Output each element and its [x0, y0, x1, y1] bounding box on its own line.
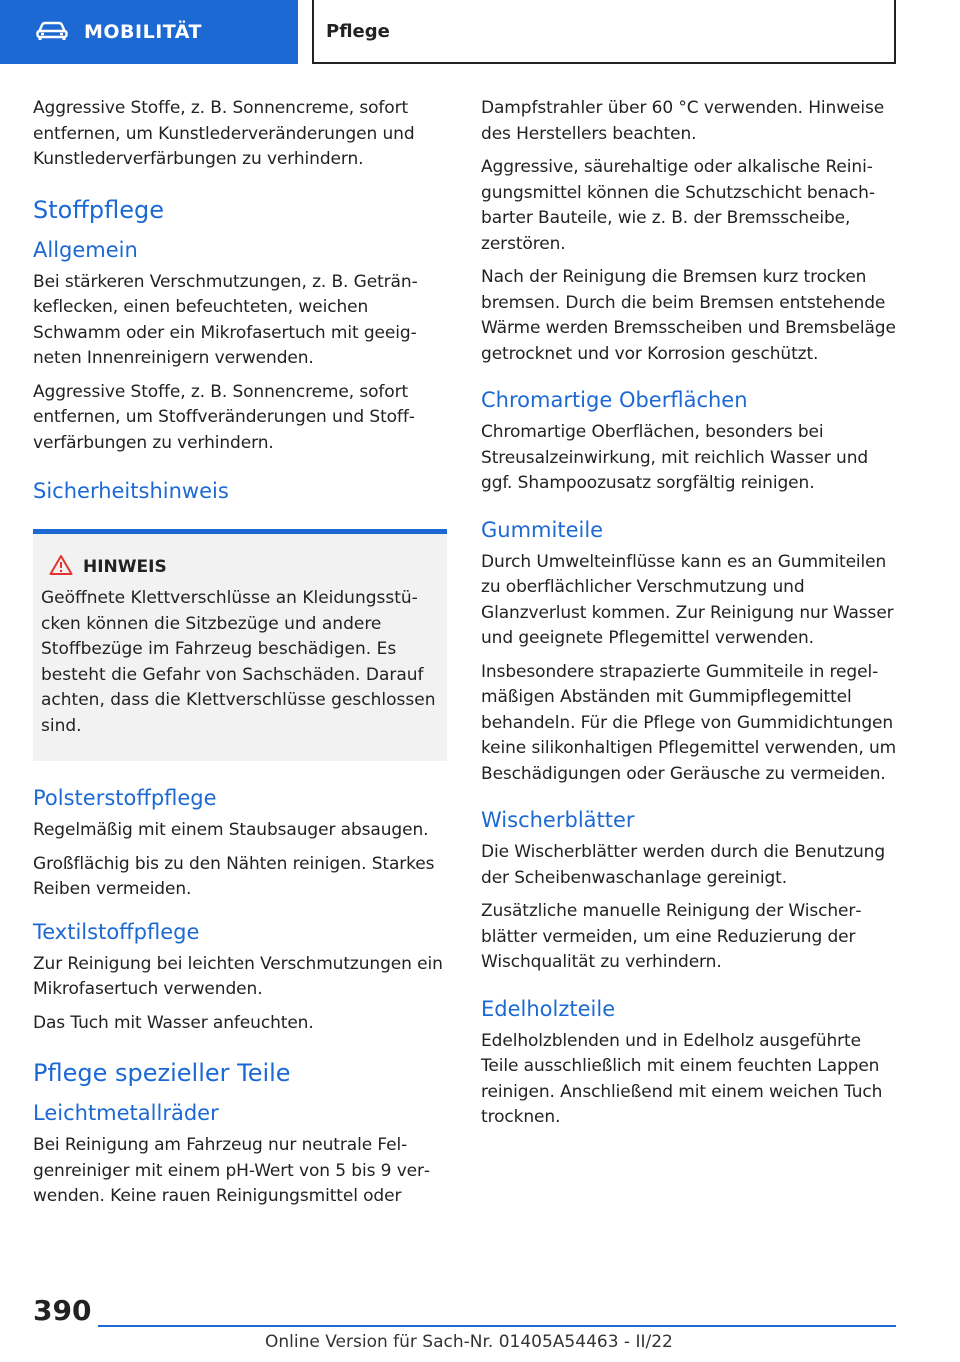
heading-sicherheitshinweis: Sicherheitshinweis	[33, 479, 229, 503]
heading-polsterstoffpflege: Polsterstoffpflege	[33, 786, 217, 810]
right-column	[481, 96, 897, 1139]
paragraph: Dampfstrahler über 60 °C verwenden. Hinweise des Herstellers beachten.	[481, 98, 885, 144]
footer-divider	[98, 1325, 896, 1327]
notice-title: HINWEIS	[83, 557, 167, 577]
paragraph: Bei Reinigung am Fahrzeug nur neutrale Felgenreiniger mit einem pH-Wert von 5 bis 9 verwenden. Keine rauen Reinigungsmittel oder	[33, 1135, 431, 1206]
left-column	[33, 96, 449, 1218]
warning-triangle-icon	[49, 554, 73, 580]
section-label: MOBILITÄT	[84, 21, 202, 43]
page-header	[312, 0, 896, 64]
notice-header	[49, 554, 437, 580]
heading-pflege-spezieller-teile: Pflege spezieller Teile	[33, 1059, 291, 1087]
heading-textilstoffpflege: Textilstoffpflege	[33, 919, 200, 944]
notice-box	[33, 529, 447, 761]
paragraph: Aggressive Stoffe, z. B. Sonnencreme, sofort entfernen, um Kunstlederveränderungen und Kunstlederverfärbungen zu verhindern.	[33, 98, 415, 169]
section-tab	[0, 0, 298, 64]
paragraph: Zur Reinigung bei leichten Verschmutzungen ein Mikrofasertuch verwenden.	[33, 953, 443, 999]
paragraph: Die Wischerblätter werden durch die Benutzung der Scheibenwaschanlage gereinigt.	[481, 842, 886, 888]
paragraph: Großflächig bis zu den Nähten reinigen. Starkes Reiben vermeiden.	[33, 853, 435, 899]
footer-text: Online Version für Sach-Nr. 01405A54463 - II/22	[265, 1332, 673, 1352]
notice-text: Geöffnete Klettverschlüsse an Kleidungsstücken können die Sitzbezüge und andere Stoffbezüge im Fahrzeug beschädigen. Es besteht die Gefahr von Sachschäden. Darauf achten, dass die Klettverschlüsse geschlossen sind.	[41, 588, 436, 736]
paragraph: Durch Umwelteinflüsse kann es an Gummiteilen zu oberflächlicher Verschmutzung und Glanzverlust kommen. Zur Reinigung nur Wasser und geeignete Pflegemittel verwenden.	[481, 551, 894, 648]
heading-stoffpflege: Stoffpflege	[33, 195, 164, 224]
paragraph: Bei stärkeren Verschmutzungen, z. B. Getränkeflecken, einen befeuchteten, weichen Schwamm oder ein Mikrofasertuch mit geeigneten Innenreinigern verwenden.	[33, 271, 418, 368]
paragraph: Edelholzblenden und in Edelholz ausgeführte Teile ausschließlich mit einem feuchten Lappen reinigen. Anschließend mit einem weichen Tuch trocknen.	[481, 1030, 883, 1127]
heading-leichtmetallraeder: Leichtmetallräder	[33, 1101, 219, 1125]
paragraph: Zusätzliche manuelle Reinigung der Wischerblätter vermeiden, um eine Reduzierung der Wischqualität zu verhindern.	[481, 901, 862, 972]
paragraph: Aggressive, säurehaltige oder alkalische Reinigungsmittel können die Schutzschicht benachbarter Bauteile, wie z. B. der Bremsscheibe, zerstören.	[481, 157, 875, 254]
paragraph: Chromartige Oberflächen, besonders bei Streusalzeinwirkung, mit reichlich Wasser und ggf. Shampoozusatz sorgfältig reinigen.	[481, 422, 869, 493]
heading-gummiteile: Gummiteile	[481, 517, 604, 542]
page-title: Pflege	[326, 20, 390, 42]
paragraph: Aggressive Stoffe, z. B. Sonnencreme, sofort entfernen, um Stoffveränderungen und Stoffverfärbungen zu verhindern.	[33, 381, 415, 453]
paragraph: Nach der Reinigung die Bremsen kurz trocken bremsen. Durch die beim Bremsen entstehende Wärme werden Bremsscheiben und Bremsbeläge getrocknet und vor Korrosion geschützt.	[481, 267, 896, 364]
page-number: 390	[33, 1294, 92, 1327]
paragraph: Insbesondere strapazierte Gummiteile in regelmäßigen Abständen mit Gummipflegemittel behandeln. Für die Pflege von Gummidichtungen keine silikonhaltigen Pflegemittel verwenden, um Beschädigungen oder Geräusche zu vermeiden.	[481, 661, 897, 784]
heading-allgemein: Allgemein	[33, 237, 138, 262]
car-icon	[36, 20, 68, 44]
heading-edelholzteile: Edelholzteile	[481, 996, 616, 1021]
paragraph: Das Tuch mit Wasser anfeuchten.	[33, 1012, 314, 1033]
heading-chromartige-oberflaechen: Chromartige Oberflächen	[481, 388, 748, 412]
heading-wischerblaetter: Wischerblätter	[481, 808, 635, 832]
paragraph: Regelmäßig mit einem Staubsauger absaugen.	[33, 820, 429, 840]
